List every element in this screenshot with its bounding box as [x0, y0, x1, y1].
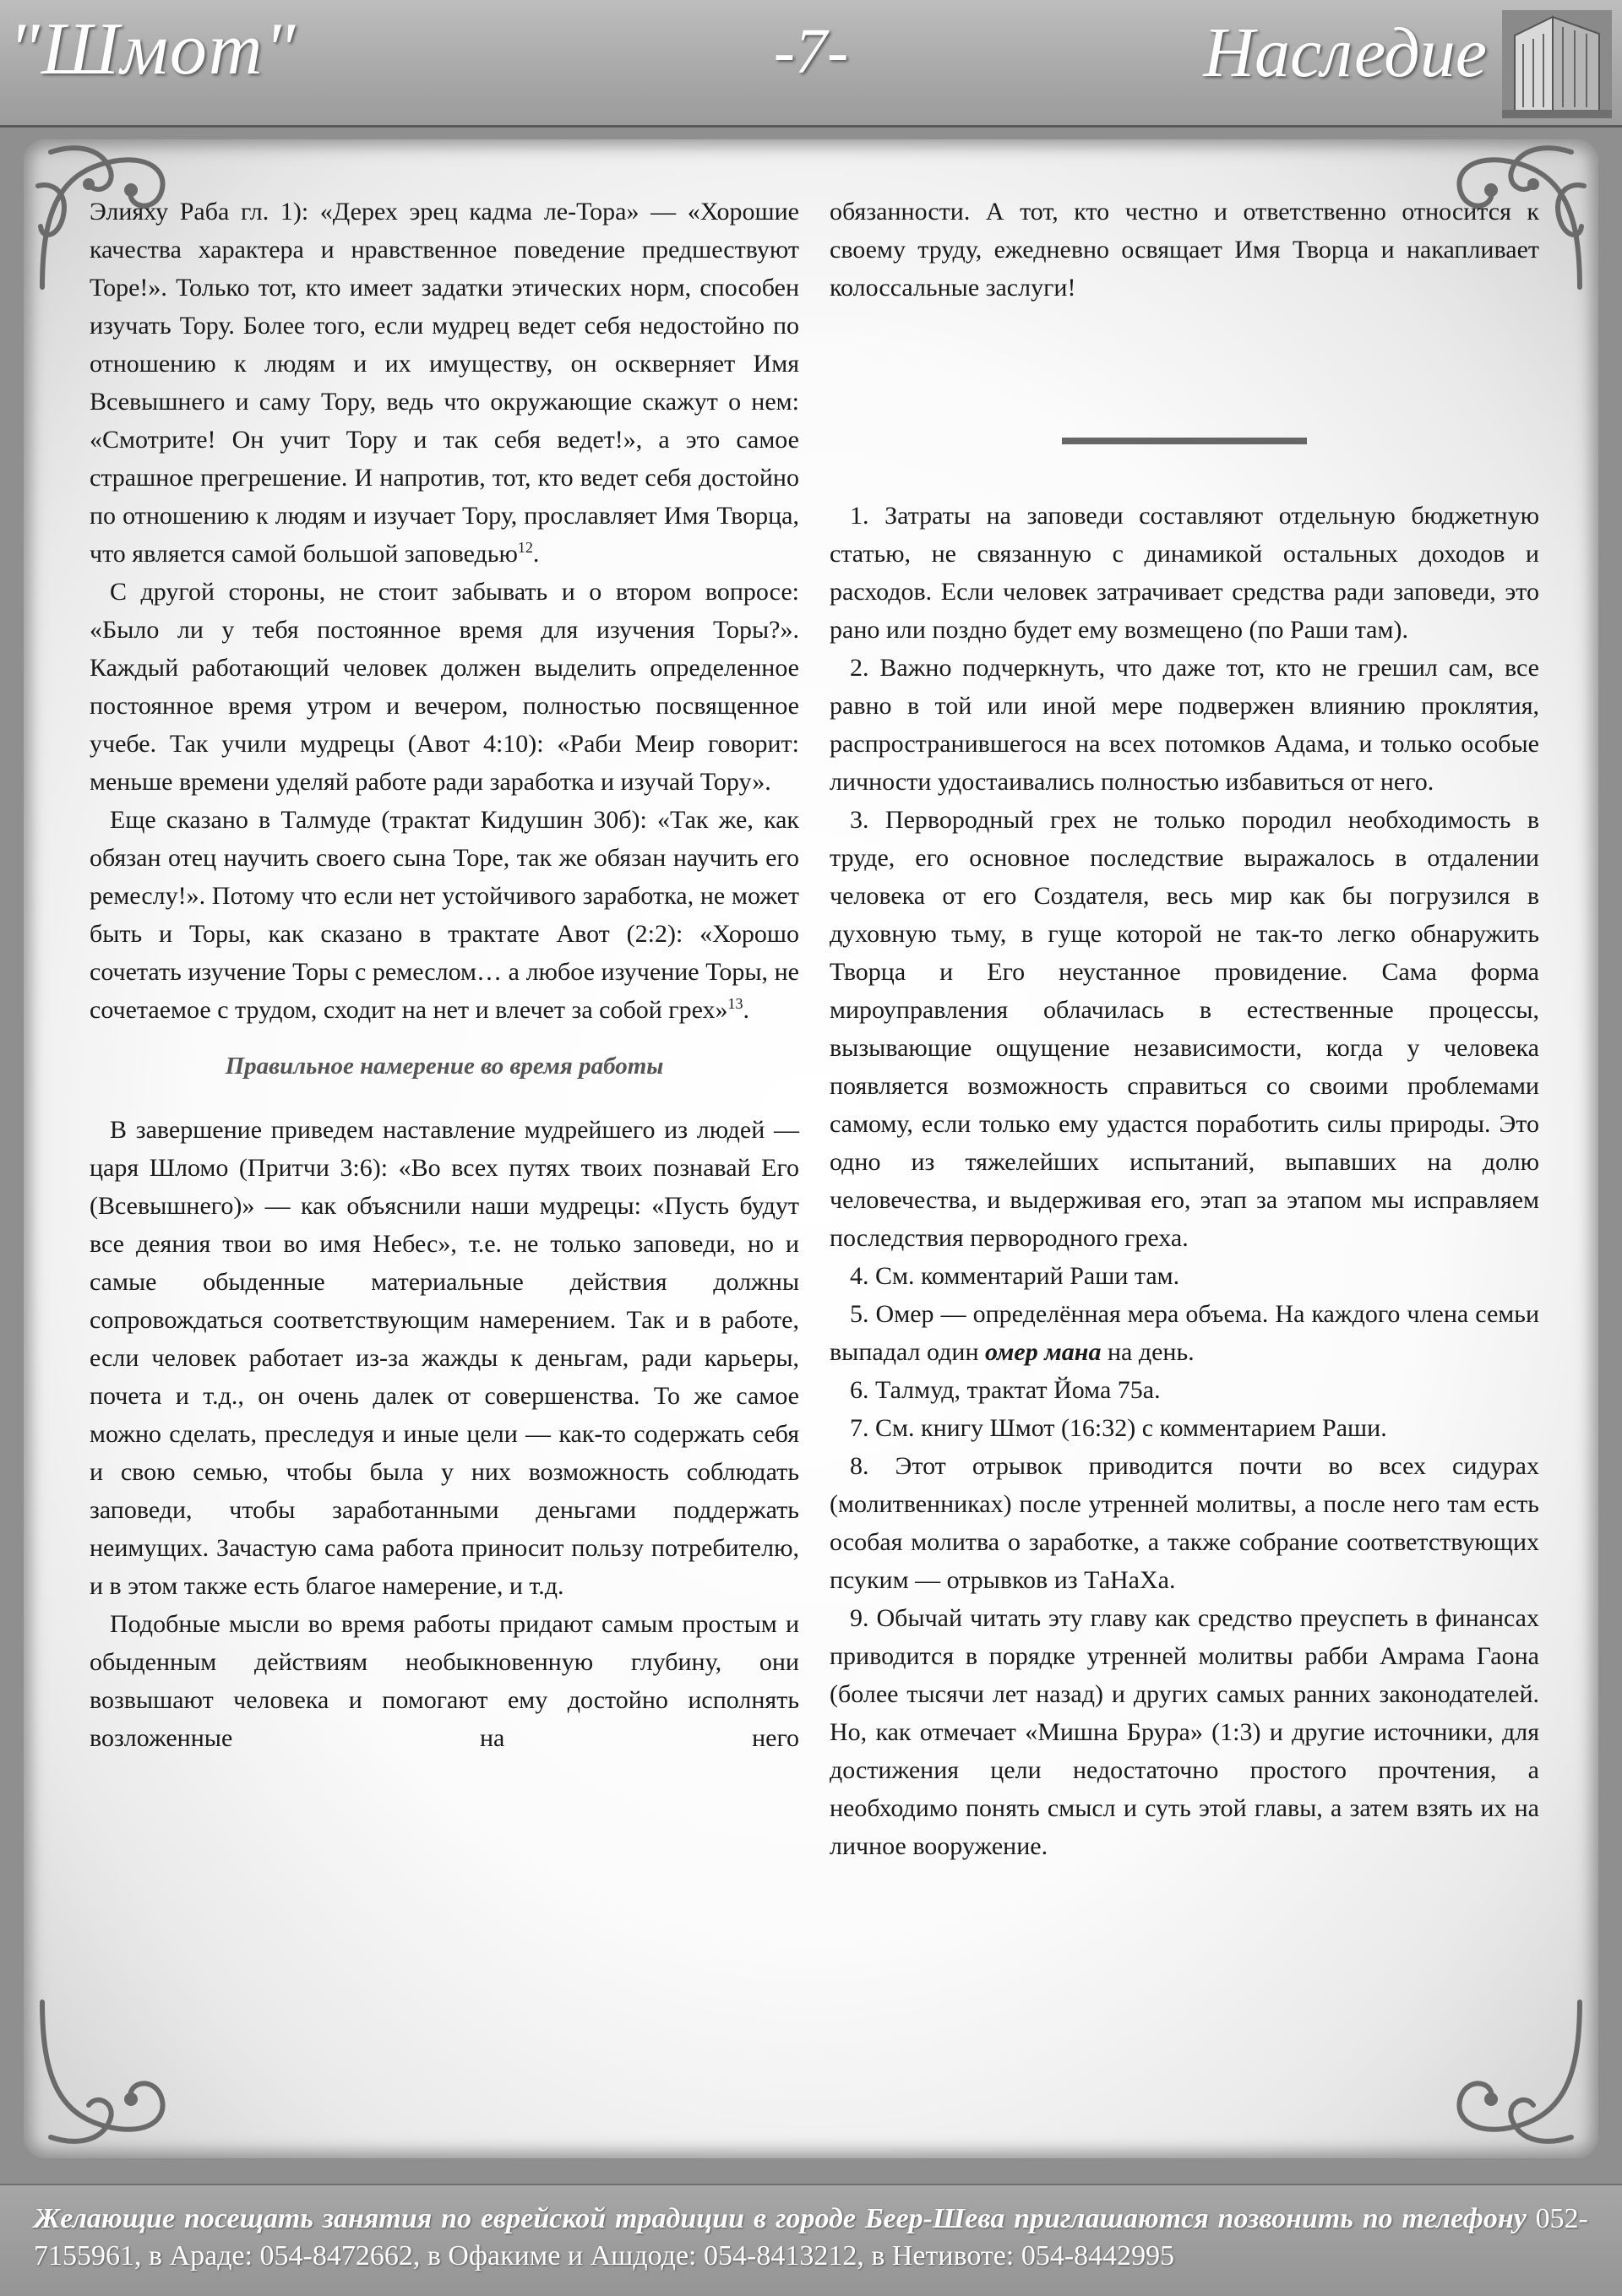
footer-phones: 052-7155961, в Араде: 054-8472662, в Офакиме и Ашдоде: 054-8413212, в Нетивоте: 054-8442995 — [34, 2203, 1588, 2272]
building-icon — [1502, 10, 1612, 118]
footnote-ref: 13 — [727, 995, 743, 1012]
footnote: 3. Первородный грех не только породил необходимость в труде, его основное последствие выражалось в отдалении человека от его Создателя, весь мир как бы погрузился в духовную тьму, в гуще которой не так-то легко обнаружить Творца и Его неустанное провидение. Сама форма мироуправления облачилась в естественные процессы, вызывающие ощущение независимости, когда у человека появляется возможность справиться со своими проблемами самому, если только ему удастся поработить силы природы. Это одно из тяжелейших испытаний, выпавших на долю человечества, и выдерживая его, этап за этапом мы исправляем последствия первородного греха. — [830, 806, 1539, 1252]
header-left-title: "Шмот" — [8, 8, 297, 90]
paragraph: Еще сказано в Талмуде (трактат Кидушин 30б): «Так же, как обязан отец научить своего сына Торе, так же обязан научить его ремеслу!». Потому что если нет устойчивого заработка, не может быть и Торы, как сказано в трактате Авот (2:2): «Хорошо сочетать изучение Торы с ремеслом… а любое изучение Торы, не сочетаемое с трудом, сходит на нет и влечет за собой грех»$^{13}$. — [90, 806, 799, 1024]
footnote: 6. Талмуд, трактат Йома 75а. — [850, 1376, 1161, 1404]
paragraph: обязанности. А тот, кто честно и ответственно относится к своему труду, ежедневно освящает Имя Творца и накапливает колоссальные заслуги! — [830, 198, 1539, 302]
ornament-flourish-icon — [25, 1994, 186, 2154]
ornament-flourish-icon — [1436, 1994, 1597, 2154]
left-column — [90, 193, 799, 1757]
header-right-title: Наследие — [1203, 14, 1487, 92]
footnote: 7. См. книгу Шмот (16:32) с комментарием Раши. — [850, 1414, 1387, 1442]
paragraph: Подобные мысли во время работы придают самым простым и обыденным действиям необыкновенную глубину, они возвышают человека и помогают ему достойно исполнять возложенные на него — [90, 1610, 799, 1752]
divider — [1062, 438, 1307, 444]
page-number: -7- — [773, 16, 849, 87]
footnotes — [830, 497, 1539, 1865]
footnote: 5. Омер — определённая мера объема. На каждого члена семьи выпадал один омер мана на день. — [830, 1300, 1539, 1366]
footnote: 2. Важно подчеркнуть, что даже тот, кто не грешил сам, все равно в той или иной мере подвержен влиянию проклятия, распространившегося на всех потомков Адама, и только особые личности удостаивались полностью избавиться от него. — [830, 654, 1539, 796]
footnote: 8. Этот отрывок приводится почти во всех сидурах (молитвенниках) после утренней молитвы, а после него там есть особая молитва о заработке, а также собрание соответствующих псуким — отрывков из ТаНаХа. — [830, 1452, 1539, 1594]
footnote: 9. Обычай читать эту главу как средство преуспеть в финансах приводится в порядке утренней молитвы рабби Амрама Гаона (более тысячи лет назад) и других самых ранних законодателей. Но, как отмечает «Мишна Брура» (1:3) и другие источники, для достижения цели недостаточно простого прочтения, а необходимо понять смысл и суть этой главы, а затем взять их на личное вооружение. — [830, 1604, 1539, 1860]
paragraph: Элияху Раба гл. 1): «Дерех эрец кадма ле-Тора» — «Хорошие качества характера и нравственное поведение предшествуют Торе!». Только тот, кто имеет задатки этических норм, способен изучать Тору. Более того, если мудрец ведет себя недостойно по отношению к людям и их имуществу, он оскверняет Имя Всевышнего и саму Тору, ведь что окружающие скажут о нем: «Смотрите! Он учит Тору и так себя ведет!», а это самое страшное прегрешение. И напротив, тот, кто ведет себя достойно по отношению к людям и изучает Тору, прославляет Имя Творца, что является самой большой заповедью$^{12}$. — [90, 198, 799, 568]
right-column — [830, 193, 1539, 1865]
footer-announcement — [34, 2201, 1588, 2275]
page-header — [0, 0, 1622, 128]
page-footer — [0, 2184, 1622, 2296]
footer-italic-text: Желающие посещать занятия по еврейской традиции в городе Беер-Шева приглашаются позвонить по телефону — [34, 2203, 1527, 2234]
section-subheading: Правильное намерение во время работы — [225, 1053, 664, 1080]
paragraph: В завершение приведем наставление мудрейшего из людей — царя Шломо (Притчи 3:6): «Во всех путях твоих познавай Его (Всевышнего)» — как объяснили наши мудрецы: «Пусть будут все деяния твои во имя Небес», т.е. не только заповеди, но и самые обыденные материальные действия должны сопровождаться соответствующим намерением. Так и в работе, если человек работает из-за жажды к деньгам, ради карьеры, почета и т.д., он очень далек от совершенства. То же самое можно сделать, преследуя и иные цели — как-то содержать себя и свою семью, чтобы была у них возможность соблюдать заповеди, чтобы заработанными деньгами поддержать неимущих. Зачастую сама работа приносит пользу потребителю, и в этом также есть благое намерение, и т.д. — [90, 1116, 799, 1600]
footnote: 4. См. комментарий Раши там. — [850, 1262, 1180, 1290]
paragraph: С другой стороны, не стоит забывать и о втором вопросе: «Было ли у тебя постоянное время для изучения Торы?». Каждый работающий человек должен выделить определенное постоянное время утром и вечером, полностью посвященное учебе. Так учили мудрецы (Авот 4:10): «Раби Меир говорит: меньше времени уделяй работе ради заработка и изучай Тору». — [90, 578, 799, 796]
footnote-ref: 12 — [517, 539, 533, 556]
emphasis: омер мана — [985, 1338, 1102, 1366]
footnote: 1. Затраты на заповеди составляют отдельную бюджетную статью, не связанную с динамикой остальных доходов и расходов. Если человек затрачивает средства ради заповеди, это рано или поздно будет ему возмещено (по Раши там). — [830, 502, 1539, 644]
